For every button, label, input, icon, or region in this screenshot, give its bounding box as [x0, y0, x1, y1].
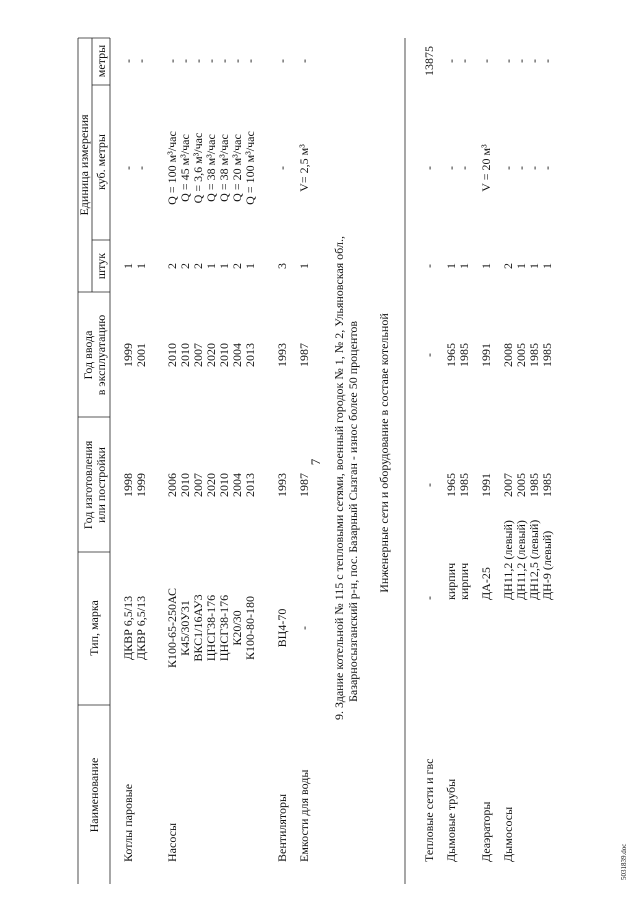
- footer-code: 5031839.doc: [620, 843, 628, 880]
- table-cell-cubic: Q = 38 м³/час: [204, 134, 218, 202]
- table-cell-type: ВЦ4-70: [275, 608, 289, 648]
- table-cell-type: К20/30: [230, 610, 244, 646]
- table-cell-inservice: 2008: [501, 343, 515, 367]
- table-cell-inservice: 2001: [134, 343, 148, 367]
- table-cell-meters: 13875: [422, 46, 436, 76]
- table-cell-pcs: 1: [243, 263, 257, 269]
- table-cell-type: ДН12,5 (левый): [527, 519, 541, 600]
- table-cell-name: Вентиляторы: [275, 793, 289, 862]
- header-type: Тип, марка: [87, 600, 101, 656]
- table-cell-made: 2004: [230, 473, 244, 497]
- table-cell-made: 2005: [514, 473, 528, 497]
- table-cell-cubic: Q = 100 м³/час: [165, 131, 179, 205]
- table-cell-inservice: 1993: [275, 343, 289, 367]
- table-cell-meters: -: [514, 59, 528, 63]
- table-cell-type: К100-65-250АС: [165, 587, 179, 669]
- header-year-made-1: Год изготовления: [81, 440, 95, 530]
- table-cell-pcs: 1: [217, 263, 231, 269]
- table-cell-pcs: 3: [275, 263, 289, 269]
- table-cell-cubic: -: [121, 166, 135, 170]
- section-title-line-2: Базарносызганский р-н, пос. Базарный Сызган - износ более 50 процентов: [346, 320, 360, 702]
- table-cell-made: 1985: [540, 473, 554, 497]
- table-cell-pcs: 2: [165, 263, 179, 269]
- table-cell-meters: -: [230, 59, 244, 63]
- table-cell-inservice: 1991: [479, 343, 493, 367]
- table-cell-cubic: -: [501, 166, 515, 170]
- table-cell-inservice: -: [422, 353, 436, 357]
- table-cell-cubic: -: [514, 166, 528, 170]
- table-cell-meters: -: [204, 59, 218, 63]
- table-cell-pcs: -: [422, 264, 436, 268]
- table-cell-made: 1993: [275, 473, 289, 497]
- table-cell-pcs: 1: [121, 263, 135, 269]
- header-name: Наименование: [87, 757, 101, 833]
- table-cell-name: Деаэраторы: [479, 801, 493, 862]
- table-cell-cubic: Q = 20 м³/час: [230, 134, 244, 202]
- section-subtitle: Инженерные сети и оборудование в составе котельной: [377, 313, 391, 593]
- table-cell-pcs: 2: [501, 263, 515, 269]
- table-cell-meters: -: [243, 59, 257, 63]
- table-cell-pcs: 1: [204, 263, 218, 269]
- table-cell-made: 1985: [527, 473, 541, 497]
- table-cell-meters: -: [501, 59, 515, 63]
- table-cell-type: ЦНСГ38-176: [217, 594, 231, 662]
- table-cell-inservice: 2010: [165, 343, 179, 367]
- table-cell-meters: -: [178, 59, 192, 63]
- table-cell-made: 1985: [457, 473, 471, 497]
- table-cell-name: Тепловые сети и гвс: [422, 758, 436, 862]
- table-cell-type: ВКС1/16АУ3: [191, 594, 205, 662]
- table-header: [77, 45, 108, 833]
- table-cell-cubic: Q = 3,6 м³/час: [191, 132, 205, 204]
- table-cell-name: Котлы паровые: [121, 783, 135, 862]
- table-cell-meters: -: [191, 59, 205, 63]
- table-cell-inservice: 1999: [121, 343, 135, 367]
- table-cell-meters: -: [297, 59, 311, 63]
- table-cell-meters: -: [457, 59, 471, 63]
- table-cell-made: 2013: [243, 473, 257, 497]
- table-cell-meters: -: [217, 59, 231, 63]
- table-cell-made: 2010: [217, 473, 231, 497]
- page-number: 7: [308, 458, 323, 466]
- table-cell-inservice: 2004: [230, 343, 244, 367]
- table-cell-cubic: Q = 38 м³/час: [217, 134, 231, 202]
- section-title-line-1: 9. Здание котельной № 115 с тепловыми сетями, военный городок № 1, № 2, Ульяновская обл.,: [332, 236, 346, 720]
- header-year-made-2: или постройки: [94, 447, 108, 523]
- table-cell-inservice: 1985: [540, 343, 554, 367]
- header-year-in-1: Год ввода: [81, 330, 95, 380]
- table-cell-type: ДН11,2 (левый): [501, 520, 515, 600]
- table-cell-cubic: -: [527, 166, 541, 170]
- table-cell-pcs: 1: [457, 263, 471, 269]
- table-body-bottom: [422, 46, 554, 862]
- header-unit: Единица измерения: [77, 114, 91, 216]
- header-meters: метры: [94, 44, 108, 78]
- table-cell-made: 1998: [121, 473, 135, 497]
- table-cell-cubic: -: [275, 166, 289, 170]
- table-cell-made: 2007: [191, 473, 205, 497]
- table-cell-type: ДА-25: [479, 567, 493, 600]
- table-cell-pcs: 1: [479, 263, 493, 269]
- table-cell-meters: -: [275, 59, 289, 63]
- table-cell-made: 1987: [297, 473, 311, 497]
- table-cell-pcs: 1: [297, 263, 311, 269]
- table-cell-inservice: 2010: [217, 343, 231, 367]
- table-cell-made: 1991: [479, 473, 493, 497]
- table-cell-pcs: 2: [178, 263, 192, 269]
- table-cell-cubic: -: [134, 166, 148, 170]
- table-cell-name: Емкости для воды: [297, 769, 311, 862]
- table-cell-type: кирпич: [457, 562, 471, 600]
- table-cell-pcs: 1: [514, 263, 528, 269]
- table-cell-meters: -: [479, 59, 493, 63]
- table-cell-type: К45/30У31: [178, 600, 192, 656]
- table-cell-made: 2006: [165, 473, 179, 497]
- table-cell-made: 2010: [178, 473, 192, 497]
- table-body-top: [121, 59, 311, 862]
- table-cell-type: ДН-9 (левый): [540, 530, 554, 600]
- table-cell-meters: -: [134, 59, 148, 63]
- table-cell-cubic: V= 2,5 м³: [297, 144, 311, 192]
- table-cell-type: К100-80-180: [243, 596, 257, 660]
- table-cell-name: Дымососы: [501, 806, 515, 862]
- table-cell-pcs: 2: [230, 263, 244, 269]
- table-cell-meters: -: [540, 59, 554, 63]
- table-cell-meters: -: [121, 59, 135, 63]
- table-cell-inservice: 1965: [444, 343, 458, 367]
- table-cell-meters: -: [444, 59, 458, 63]
- table-cell-inservice: 2013: [243, 343, 257, 367]
- table-cell-inservice: 2007: [191, 343, 205, 367]
- table-cell-type: ЦНСГ38-176: [204, 594, 218, 662]
- table-cell-name: Насосы: [165, 822, 179, 862]
- table-cell-type: ДКВР 6,5/13: [121, 595, 135, 661]
- table-cell-cubic: Q = 45 м³/час: [178, 134, 192, 202]
- table-cell-cubic: -: [457, 166, 471, 170]
- table-cell-pcs: 2: [191, 263, 205, 269]
- table-cell-inservice: 1987: [297, 343, 311, 367]
- table-cell-made: -: [422, 483, 436, 487]
- table-cell-cubic: V = 20 м³: [479, 144, 493, 192]
- table-cell-type: -: [422, 596, 436, 600]
- header-cubic: куб. метры: [94, 134, 108, 190]
- table-cell-meters: -: [527, 59, 541, 63]
- table-cell-type: кирпич: [444, 562, 458, 600]
- table-cell-inservice: 2005: [514, 343, 528, 367]
- table-cell-inservice: 1985: [527, 343, 541, 367]
- table-cell-made: 2020: [204, 473, 218, 497]
- table-cell-type: ДН11,2 (левый): [514, 520, 528, 600]
- table-cell-inservice: 2020: [204, 343, 218, 367]
- table-cell-inservice: 2010: [178, 343, 192, 367]
- table-cell-cubic: -: [540, 166, 554, 170]
- table-cell-made: 2007: [501, 473, 515, 497]
- table-cell-cubic: -: [444, 166, 458, 170]
- table-cell-inservice: 1985: [457, 343, 471, 367]
- table-cell-cubic: Q = 100 м³/час: [243, 131, 257, 205]
- table-cell-name: Дымовые трубы: [444, 778, 458, 862]
- table-cell-type: -: [297, 626, 311, 630]
- table-cell-type: ДКВР 6,5/13: [134, 595, 148, 661]
- table-cell-pcs: 1: [444, 263, 458, 269]
- header-year-in-2: в эксплуатацию: [94, 314, 108, 396]
- table-cell-made: 1999: [134, 473, 148, 497]
- table-cell-made: 1965: [444, 473, 458, 497]
- table-cell-pcs: 1: [540, 263, 554, 269]
- table-cell-pcs: 1: [527, 263, 541, 269]
- table-cell-meters: -: [165, 59, 179, 63]
- header-pcs: штук: [94, 252, 108, 280]
- table-cell-pcs: 1: [134, 263, 148, 269]
- table-cell-cubic: -: [422, 166, 436, 170]
